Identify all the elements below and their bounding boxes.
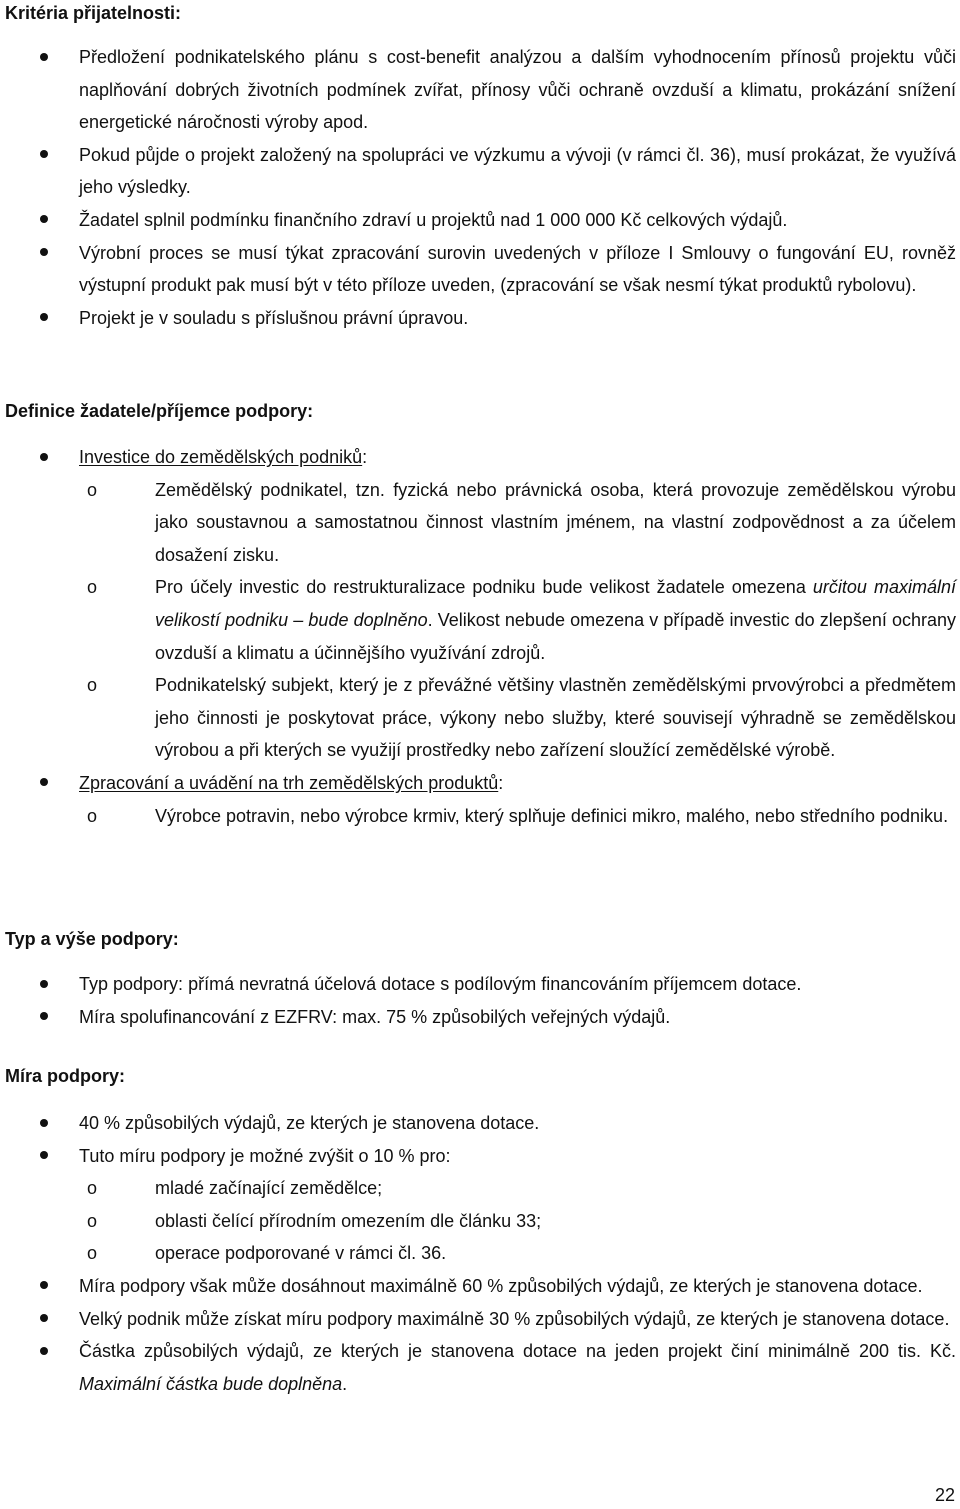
sub-list-item bbox=[79, 669, 956, 767]
sub-list-item bbox=[79, 474, 956, 572]
sub-list-item bbox=[79, 1172, 956, 1205]
list-item bbox=[0, 767, 960, 832]
rate-sub-3: operace podporované v rámci čl. 36. bbox=[155, 1243, 447, 1264]
rate-item-2: Tuto míru podpory je možné zvýšit o 10 % pro: bbox=[79, 1145, 451, 1166]
bullet-icon bbox=[40, 248, 48, 256]
list-item bbox=[0, 441, 960, 767]
investment-sub-3: Podnikatelský subjekt, který je z převážné většiny vlastněn zemědělskými prvovýrobci a předmětem jeho činnosti je poskytovat práce, výkony nebo služby, které souvisejí výhradně se zemědělskou výrobou a při kterých se využijí prostředky nebo zařízení sloužící zemědělské výrobě. bbox=[155, 675, 956, 761]
rate-sub-1: mladé začínající zemědělce; bbox=[155, 1178, 383, 1199]
bullet-icon bbox=[40, 980, 48, 988]
criteria-item-2: Pokud půjde o projekt založený na spolupráci ve výzkumu a vývoji (v rámci čl. 36), musí prokázat, že využívá jeho výsledky. bbox=[79, 144, 956, 198]
list-item bbox=[0, 1140, 960, 1270]
investment-sublist bbox=[79, 474, 956, 767]
circle-bullet-icon: o bbox=[87, 479, 98, 500]
rate-heading: Míra podpory: bbox=[5, 1066, 125, 1086]
criteria-item-5: Projekt je v souladu s příslušnou právní úpravou. bbox=[79, 307, 469, 328]
bullet-icon bbox=[40, 453, 48, 461]
list-item bbox=[0, 1107, 960, 1140]
sub-list-item bbox=[79, 800, 956, 833]
rate-item-4: Velký podnik může získat míru podpory maximálně 30 % způsobilých výdajů, ze kterých je stanovena dotace. bbox=[79, 1308, 950, 1329]
bullet-icon bbox=[40, 313, 48, 321]
rate-sublist bbox=[79, 1172, 956, 1270]
list-item bbox=[0, 1335, 960, 1400]
definition-heading: Definice žadatele/příjemce podpory: bbox=[5, 401, 314, 421]
criteria-item-1: Předložení podnikatelského plánu s cost-benefit analýzou a dalším vyhodnocením přínosů projektu vůči naplňování dobrých životních podmínek zvířat, přínosy vůči ochraně ovzduší a klimatu, prokázání snížení energetické náročnosti výroby apod. bbox=[79, 47, 956, 133]
type-list bbox=[0, 968, 960, 1033]
type-heading: Typ a výše podpory: bbox=[5, 929, 179, 949]
list-item bbox=[0, 204, 960, 237]
bullet-icon bbox=[40, 53, 48, 61]
list-item bbox=[0, 302, 960, 335]
type-item-2: Míra spolufinancování z EZFRV: max. 75 % způsobilých veřejných výdajů. bbox=[79, 1006, 671, 1027]
list-item bbox=[0, 1001, 960, 1034]
criteria-list bbox=[0, 41, 960, 334]
rate-item-1: 40 % způsobilých výdajů, ze kterých je stanovena dotace. bbox=[79, 1113, 540, 1133]
page-number: 22 bbox=[934, 1485, 955, 1505]
bullet-icon bbox=[40, 150, 48, 158]
bullet-icon bbox=[40, 1119, 48, 1127]
circle-bullet-icon: o bbox=[87, 577, 98, 598]
rate-sub-2: oblasti čelící přírodním omezením dle článku 33; bbox=[155, 1210, 542, 1231]
rate-item-3: Míra podpory však může dosáhnout maximálně 60 % způsobilých výdajů, ze kterých je stanovena dotace. bbox=[79, 1275, 923, 1296]
sub-list-item bbox=[79, 1205, 956, 1238]
criteria-heading: Kritéria přijatelnosti: bbox=[5, 3, 182, 23]
processing-title: Zpracování a uvádění na trh zemědělských produktů: bbox=[79, 772, 504, 793]
investment-sub-2: Pro účely investic do restrukturalizace podniku bude velikost žadatele omezena určitou maximální velikostí podniku – bude doplněno. Velikost nebude omezena v případě investic do zlepšení ochrany ovzduší a klimatu a účinnějšího využívání zdrojů. bbox=[155, 577, 956, 663]
circle-bullet-icon: o bbox=[87, 1243, 98, 1264]
criteria-item-4: Výrobní proces se musí týkat zpracování surovin uvedených v příloze I Smlouvy o fungování EU, rovněž výstupní produkt pak musí být v této příloze uveden, (zpracování se však nesmí týkat produktů rybolovu). bbox=[79, 242, 956, 296]
bullet-icon bbox=[40, 1347, 48, 1355]
definition-list bbox=[0, 441, 960, 832]
rate-item-5: Částka způsobilých výdajů, ze kterých je stanovena dotace na jeden projekt činí minimálně 200 tis. Kč. Maximální částka bude doplněna. bbox=[79, 1341, 956, 1394]
investment-title: Investice do zemědělských podniků: bbox=[79, 447, 368, 467]
sub-list-item bbox=[79, 571, 956, 669]
criteria-item-3: Žadatel splnil podmínku finančního zdraví u projektů nad 1 000 000 Kč celkových výdajů. bbox=[79, 209, 788, 230]
type-item-1: Typ podpory: přímá nevratná účelová dotace s podílovým financováním příjemcem dotace. bbox=[79, 974, 802, 994]
bullet-icon bbox=[40, 1151, 48, 1159]
circle-bullet-icon: o bbox=[87, 805, 98, 826]
bullet-icon bbox=[40, 778, 48, 786]
list-item bbox=[0, 968, 960, 1001]
investment-sub-1: Zemědělský podnikatel, tzn. fyzická nebo právnická osoba, která provozuje zemědělskou výrobu jako soustavnou a samostatnou činnost vlastním jménem, na vlastní zodpovědnost a za účelem dosažení zisku. bbox=[155, 479, 956, 565]
bullet-icon bbox=[40, 215, 48, 223]
bullet-icon bbox=[40, 1012, 48, 1020]
processing-sublist bbox=[79, 800, 956, 833]
list-item bbox=[0, 41, 960, 139]
circle-bullet-icon: o bbox=[87, 675, 98, 696]
list-item bbox=[0, 1270, 960, 1303]
sub-list-item bbox=[79, 1237, 956, 1270]
bullet-icon bbox=[40, 1281, 48, 1289]
circle-bullet-icon: o bbox=[87, 1178, 98, 1199]
processing-sub-1: Výrobce potravin, nebo výrobce krmiv, který splňuje definici mikro, malého, nebo středního podniku. bbox=[155, 805, 949, 826]
circle-bullet-icon: o bbox=[87, 1210, 98, 1231]
list-item bbox=[0, 1303, 960, 1336]
bullet-icon bbox=[40, 1314, 48, 1322]
list-item bbox=[0, 139, 960, 204]
rate-list bbox=[0, 1107, 960, 1400]
list-item bbox=[0, 237, 960, 302]
